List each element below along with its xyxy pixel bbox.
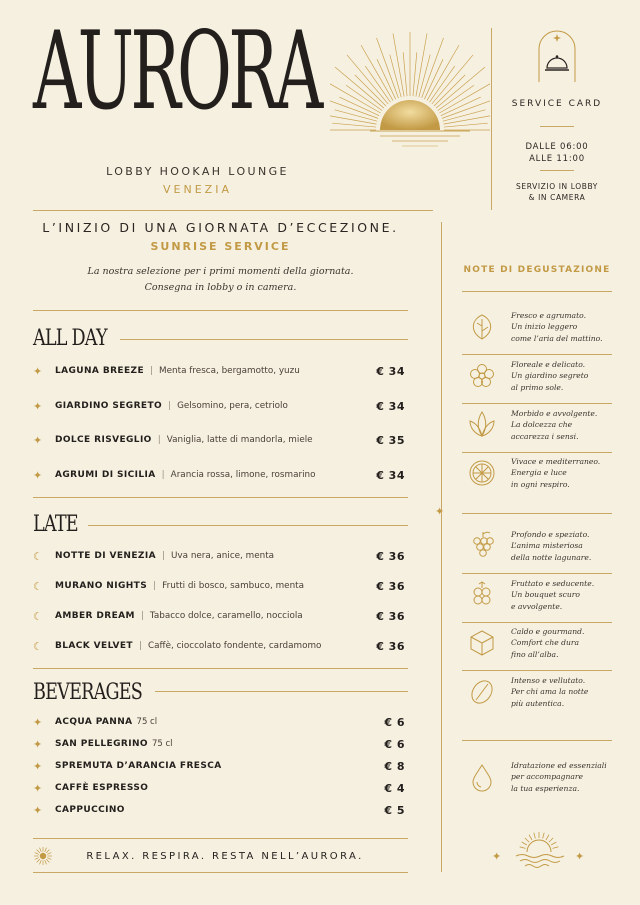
sun-ray xyxy=(37,850,40,853)
item-name: NOTTE DI VENEZIA xyxy=(55,551,156,561)
menu-item xyxy=(33,397,405,415)
tasting-note-text xyxy=(511,760,607,794)
sun-ray xyxy=(47,858,51,860)
sun-ray xyxy=(332,123,376,127)
footer-star-icon: ✦ xyxy=(492,850,502,863)
service-hours-start: DALLE 06:00 xyxy=(525,142,589,152)
item-price: € 36 xyxy=(376,579,405,593)
menu-item xyxy=(33,547,405,565)
sun-ray xyxy=(427,45,459,100)
item-price: € 6 xyxy=(384,715,405,729)
sunburst-icon xyxy=(330,30,490,170)
item-description: Menta fresca, bergamotto, yuzu xyxy=(159,366,300,376)
notes-separator xyxy=(462,354,612,355)
service-card-title: SERVICE CARD xyxy=(511,99,603,109)
service-hours xyxy=(502,141,612,165)
section-separator xyxy=(33,668,408,669)
small-sun-icon xyxy=(33,846,53,866)
section-title-all-day: ALL DAY xyxy=(33,326,107,351)
service-rule xyxy=(540,126,574,127)
notes-rule xyxy=(462,291,612,292)
sun-ray xyxy=(432,55,473,104)
sun-ray xyxy=(546,835,549,840)
cube-icon xyxy=(465,626,499,660)
hero-top-rule xyxy=(33,210,433,211)
flower-icon xyxy=(465,359,499,393)
item-separator: | xyxy=(168,401,172,411)
menu-item xyxy=(33,577,405,595)
menu-item xyxy=(33,431,405,449)
item-name: LAGUNA BREEZE xyxy=(55,366,144,376)
tasting-note-text xyxy=(511,529,591,563)
item-separator: | xyxy=(161,470,165,480)
menu-item xyxy=(33,637,405,655)
service-hours-end: ALLE 11:00 xyxy=(529,154,585,164)
tasting-note-line: Fresco e agrumato. xyxy=(511,311,586,321)
item-price: € 34 xyxy=(376,364,405,378)
service-location xyxy=(502,181,612,203)
service-location-line: & IN CAMERA xyxy=(528,193,586,202)
tasting-note-line: Fruttato e seducente. xyxy=(511,579,595,589)
sun-ray xyxy=(37,859,40,862)
sun-ray xyxy=(46,859,49,862)
divider-star-icon: ✦ xyxy=(435,505,445,518)
menu-item xyxy=(33,362,405,380)
section-rule xyxy=(120,339,408,340)
item-name: CAPPUCCINO xyxy=(55,805,125,815)
lounge-subtitle: LOBBY HOOKAH LOUNGE xyxy=(106,165,289,178)
footer-rule-top xyxy=(33,838,408,839)
tasting-note-text xyxy=(511,310,603,344)
menu-item xyxy=(33,801,405,819)
notes-separator xyxy=(462,573,612,574)
item-name: SPREMUTA D’ARANCIA FRESCA xyxy=(55,761,222,771)
column-divider xyxy=(441,222,442,872)
tasting-note-line: Per chi ama la notte xyxy=(511,687,589,697)
notes-separator xyxy=(462,622,612,623)
item-description: Uva nera, anice, menta xyxy=(170,551,275,561)
moon-icon: ☾ xyxy=(33,549,43,563)
service-location-line: SERVIZIO IN LOBBY xyxy=(516,182,598,191)
tasting-note-line: più autentica. xyxy=(511,698,565,708)
tasting-note xyxy=(465,626,615,660)
item-price: € 34 xyxy=(376,468,405,482)
tasting-note-line: della notte lagunare. xyxy=(511,552,592,562)
tasting-note-line: La dolcezza che xyxy=(511,420,573,430)
star-icon: ✦ xyxy=(33,737,43,751)
star-icon: ✦ xyxy=(33,433,43,447)
star-icon: ✦ xyxy=(33,803,43,817)
star-icon: ✦ xyxy=(33,715,43,729)
tasting-note-line: L’anima misteriosa xyxy=(511,541,583,551)
tasting-note-line: Energia e luce xyxy=(511,468,567,478)
intro-text xyxy=(33,264,408,296)
star-icon: ✦ xyxy=(33,468,43,482)
sun-ray xyxy=(444,123,488,127)
item-name: AMBER DREAM xyxy=(55,611,135,621)
sun-ray xyxy=(522,842,527,845)
tasting-note-line: come l’aria del mattino. xyxy=(511,333,603,343)
tasting-note-line: Intenso e vellutato. xyxy=(511,676,586,686)
moon-icon: ☾ xyxy=(33,639,43,653)
sun-ray xyxy=(525,838,529,842)
tasting-note xyxy=(465,760,615,794)
item-price: € 36 xyxy=(376,549,405,563)
sun-ray xyxy=(35,858,39,860)
tasting-note-text xyxy=(511,456,600,490)
intro-line: La nostra selezione per i primi momenti della giornata. xyxy=(87,266,354,277)
tasting-note-text xyxy=(511,675,588,709)
star-icon: ✦ xyxy=(33,399,43,413)
citrus-icon xyxy=(465,456,499,490)
tasting-note xyxy=(465,359,615,393)
moon-icon: ☾ xyxy=(33,609,43,623)
notes-separator xyxy=(462,452,612,453)
tasting-note xyxy=(465,408,615,442)
item-size: 75 cl xyxy=(151,739,173,749)
star-icon: ✦ xyxy=(33,759,43,773)
menu-item xyxy=(33,607,405,625)
item-separator: | xyxy=(140,611,144,621)
sun-ray xyxy=(346,85,382,110)
tasting-note-line: Idratazione ed essenziali xyxy=(511,761,607,771)
tasting-note xyxy=(465,529,615,563)
tasting-note-line: Morbido e avvolgente. xyxy=(511,409,598,419)
intro-line: Consegna in lobby o in camera. xyxy=(144,282,297,293)
tasting-note-text xyxy=(511,408,597,442)
notes-separator xyxy=(462,670,612,671)
sun-ray xyxy=(529,835,532,840)
item-price: € 35 xyxy=(376,433,405,447)
tasting-note-line: per accompagnare xyxy=(511,772,583,782)
leaf-icon xyxy=(465,310,499,344)
item-separator: | xyxy=(157,435,161,445)
sun-ray xyxy=(543,833,545,839)
item-description: Gelsomino, pera, cetriolo xyxy=(177,401,288,411)
berries-icon xyxy=(465,578,499,612)
hero-bottom-rule xyxy=(33,310,408,311)
sun-ray xyxy=(40,848,42,852)
tasting-note-line: Comfort che dura xyxy=(511,638,580,648)
item-name: MURANO NIGHTS xyxy=(55,581,148,591)
sun-ray xyxy=(551,842,556,845)
sun-ray xyxy=(355,75,386,106)
tasting-note-line: Un bouquet scuro xyxy=(511,590,580,600)
menu-item xyxy=(33,466,405,484)
tasting-note-line: Profondo e speziato. xyxy=(511,530,590,540)
menu-item xyxy=(33,713,405,731)
menu-item xyxy=(33,757,405,775)
tasting-note-text xyxy=(511,359,588,393)
tasting-note xyxy=(465,310,615,344)
tagline: L’INIZIO DI UNA GIORNATA D’ECCEZIONE. xyxy=(42,220,399,235)
tasting-notes-title: NOTE DI DEGUSTAZIONE xyxy=(463,265,611,275)
sun-ray xyxy=(365,66,390,102)
item-description: Tabacco dolce, caramello, nocciola xyxy=(149,611,303,621)
footer-slogan: RELAX. RESPIRA. RESTA NELL’AURORA. xyxy=(86,851,364,862)
sun-ray xyxy=(534,833,536,839)
sun-ray xyxy=(335,67,384,108)
service-divider xyxy=(491,28,492,210)
coffee-bean-icon xyxy=(465,675,499,709)
sun-ray xyxy=(549,838,553,842)
footer-star-icon: ✦ xyxy=(575,850,585,863)
sun-ray xyxy=(413,52,417,96)
service-rule xyxy=(540,170,574,171)
item-description: Arancia rossa, limone, rosmarino xyxy=(170,470,316,480)
grapes-icon xyxy=(465,529,499,563)
tasting-note-line: accarezza i sensi. xyxy=(511,431,579,441)
tasting-note-line: la tua esperienza. xyxy=(511,783,580,793)
item-name: ACQUA PANNA xyxy=(55,717,133,727)
item-price: € 5 xyxy=(384,803,405,817)
sun-ray xyxy=(434,75,465,106)
item-name: CAFFÈ ESPRESSO xyxy=(55,783,149,793)
item-name: BLACK VELVET xyxy=(55,641,133,651)
item-separator: | xyxy=(161,551,165,561)
tasting-note-line: al primo sole. xyxy=(511,382,564,392)
item-size: 75 cl xyxy=(136,717,158,727)
tasting-note-text xyxy=(511,626,584,660)
tasting-note-line: Vivace e mediterraneo. xyxy=(511,457,601,467)
tasting-note-line: in ogni respiro. xyxy=(511,479,570,489)
sun-ray xyxy=(47,853,51,855)
sun-ray xyxy=(35,853,39,855)
sun-ray xyxy=(403,52,407,96)
sun-ray xyxy=(430,66,455,102)
tasting-note xyxy=(465,456,615,490)
section-title-late: LATE xyxy=(33,512,78,537)
tasting-note xyxy=(465,675,615,709)
notes-separator xyxy=(462,403,612,404)
item-price: € 4 xyxy=(384,781,405,795)
sunrise-waves-icon xyxy=(512,830,566,872)
sun-ray xyxy=(46,850,49,853)
sun-ray xyxy=(40,860,42,864)
tasting-note-line: Un giardino segreto xyxy=(511,371,589,381)
item-price: € 6 xyxy=(384,737,405,751)
sun-ray xyxy=(361,45,393,100)
section-separator xyxy=(33,497,408,498)
star-icon: ✦ xyxy=(33,364,43,378)
section-rule xyxy=(88,525,408,526)
moon-icon: ☾ xyxy=(33,579,43,593)
tasting-note-line: Caldo e gourmand. xyxy=(511,627,585,637)
star-icon: ✦ xyxy=(33,781,43,795)
item-name: GIARDINO SEGRETO xyxy=(55,401,163,411)
sun-ray xyxy=(347,55,388,104)
tasting-note-text xyxy=(511,578,594,612)
tasting-note xyxy=(465,578,615,612)
tasting-note-line: e avvolgente. xyxy=(511,601,563,611)
sun-ray xyxy=(45,860,47,864)
sun-ray xyxy=(436,67,485,108)
footer-rule-bottom xyxy=(33,872,408,873)
item-price: € 36 xyxy=(376,639,405,653)
city-label: VENEZIA xyxy=(163,183,232,196)
item-separator: | xyxy=(150,366,154,376)
item-name: DOLCE RISVEGLIO xyxy=(55,435,152,445)
item-description: Vaniglia, latte di mandorla, miele xyxy=(166,435,313,445)
sun-ray xyxy=(45,848,47,852)
item-description: Frutti di bosco, sambuco, menta xyxy=(162,581,305,591)
tasting-note-line: Floreale e delicato. xyxy=(511,360,586,370)
cloche-icon xyxy=(536,28,578,84)
sun-ray xyxy=(520,847,526,849)
section-rule xyxy=(155,691,408,692)
sun-ray xyxy=(438,85,474,110)
brand-title: AURORA xyxy=(33,9,320,134)
notes-separator xyxy=(462,513,612,514)
tasting-note-line: Un inizio leggero xyxy=(511,322,578,332)
item-name: SAN PELLEGRINO xyxy=(55,739,148,749)
tasting-note-line: fino all’alba. xyxy=(511,649,559,659)
notes-separator xyxy=(462,740,612,741)
lotus-icon xyxy=(465,408,499,442)
menu-item xyxy=(33,779,405,797)
item-separator: | xyxy=(153,581,157,591)
menu-item xyxy=(33,735,405,753)
item-price: € 8 xyxy=(384,759,405,773)
item-separator: | xyxy=(138,641,142,651)
sun-ray xyxy=(553,847,559,849)
sunrise-service-label: SUNRISE SERVICE xyxy=(150,240,291,253)
water-drop-icon xyxy=(465,760,499,794)
section-title-beverages: BEVERAGES xyxy=(33,680,143,705)
item-name: AGRUMI DI SICILIA xyxy=(55,470,156,480)
item-price: € 34 xyxy=(376,399,405,413)
item-description: Caffè, cioccolato fondente, cardamomo xyxy=(147,641,322,651)
item-price: € 36 xyxy=(376,609,405,623)
